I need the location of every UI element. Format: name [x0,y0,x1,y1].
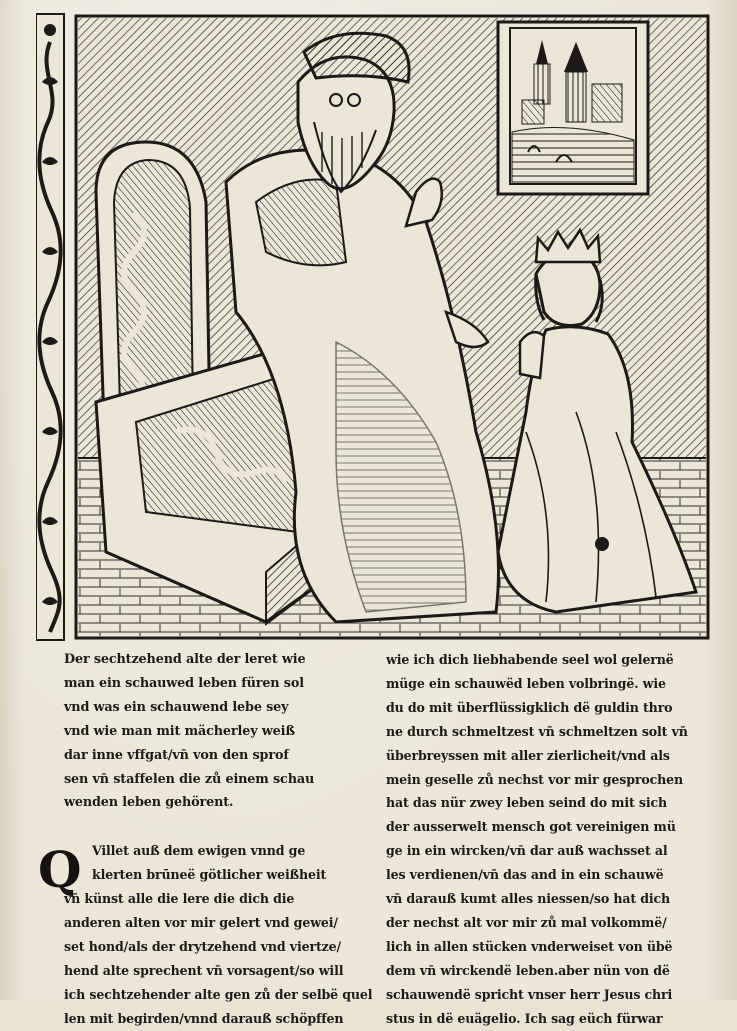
heading-line: vnd wie man mit mächerley weiß [64,723,295,739]
right-line: du do mit überflüssigklich dë guldin thro [386,699,673,715]
woodcut-illustration [36,12,720,642]
text-columns [0,648,737,1026]
heading-line: wenden leben gehörent. [64,795,234,811]
chapter-heading [64,648,374,815]
drop-cap-initial: Q [38,840,82,900]
heading-line: dar inne vffgat/vn̄ von den sprof [64,747,289,763]
body-line: ich sechtzehender alte gen zů der selbë quel [64,986,373,1002]
body-line: vn̄ künst alle die lere die dich die [64,891,295,907]
body-line: set hond/als der drytzehend vnd viertze/ [64,938,341,954]
right-line: überbreyssen mit aller zierlicheit/vnd als [386,747,670,763]
right-line: ne durch schmeltzest vn̄ schmeltzen solt vn̄ [386,723,688,739]
right-line: wie ich dich liebhabende seel wol gelernë [386,652,674,667]
right-line: mein geselle zů nechst vor mir gesprochen [386,771,683,787]
body-line: anderen alten vor mir gelert vnd gewei/ [64,915,338,931]
right-line: stus in dë euägelio. Ich sag eüch fürwar [386,1010,663,1026]
right-line: müge ein schauwëd leben volbringë. wie [386,675,666,691]
right-column [386,648,716,1031]
right-line: der nechst alt vor mir zů mal volkommë/ [386,914,667,930]
body-line: len mit begirden/vnnd darauß schöpffen [64,1010,344,1026]
window-town-view [498,22,648,194]
heading-line: vnd was ein schauwend lebe sey [64,699,289,715]
right-line: hat das nür zwey leben seind do mit sich [386,795,667,811]
ornamental-border [36,14,64,640]
right-line: les verdienen/vn̄ das and in ein schauwë [386,867,664,883]
right-line: schauwendë spricht vnser herr Jesus chri [386,986,673,1002]
body-paragraph [38,839,374,1030]
right-line: der ausserwelt mensch got vereinigen mü [386,819,676,835]
heading-line: Der sechtzehend alte der leret wie [64,652,306,667]
heading-line: man ein schauwed leben füren sol [64,675,304,691]
body-line: Villet auß dem ewigen vnnd ge [92,843,306,859]
right-line: dem vn̄ wirckendë leben.aber nün von dë [386,962,670,978]
right-line: lich in allen stücken vnderweiset von übë [386,938,673,954]
body-line: klerten brūneë götlicher weißheit [92,867,327,883]
left-column [38,648,374,1031]
heading-line: sen vn̄ staffelen die zů einem schau [64,771,315,787]
right-line: vn̄ darauß kumt alles niessen/so hat dich [386,891,671,907]
right-line: ge in ein wircken/vn̄ dar auß wachsset al [386,843,668,859]
body-line: hend alte sprechent vn̄ vorsagent/so will [64,962,344,978]
